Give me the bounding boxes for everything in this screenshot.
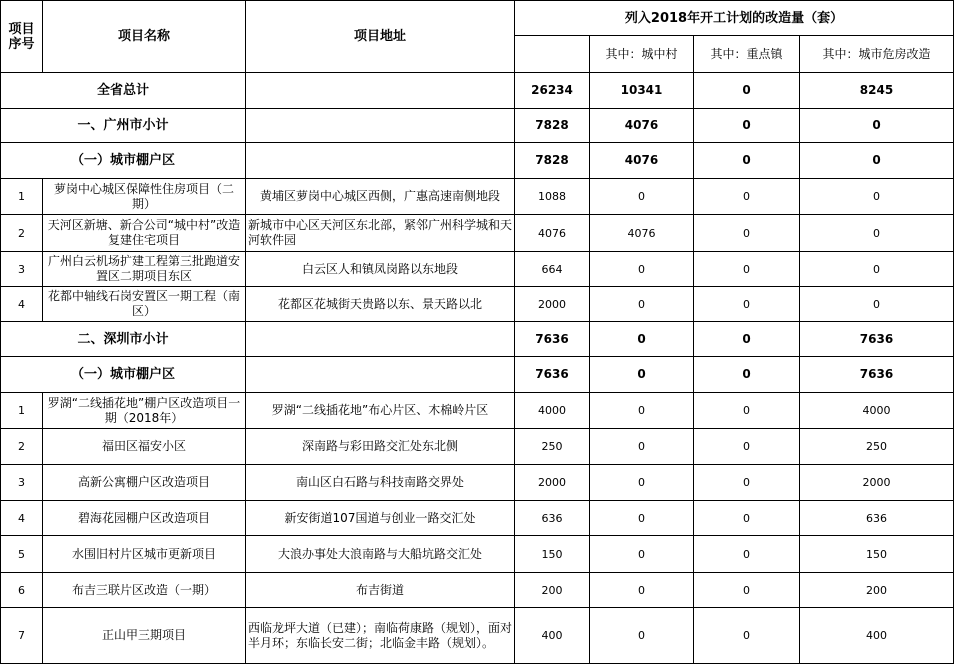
urban-village-count-cell: 4076 bbox=[590, 215, 694, 252]
row-index: 5 bbox=[1, 536, 43, 573]
total-count-cell: 7828 bbox=[515, 143, 590, 179]
table-row bbox=[1, 501, 954, 536]
project-name-cell: 广州白云机场扩建工程第三批跑道安置区二期项目东区 bbox=[43, 252, 246, 287]
project-address-cell: 南山区白石路与科技南路交界处 bbox=[246, 465, 515, 501]
section-name-cell: 二、深圳市小计 bbox=[1, 322, 246, 357]
row-index: 1 bbox=[1, 393, 43, 429]
urban-village-count-cell: 0 bbox=[590, 608, 694, 664]
urban-village-count-cell: 0 bbox=[590, 573, 694, 608]
total-count-cell: 26234 bbox=[515, 73, 590, 109]
total-count-cell: 7636 bbox=[515, 322, 590, 357]
row-index: 4 bbox=[1, 501, 43, 536]
total-count-cell: 2000 bbox=[515, 465, 590, 501]
project-address-cell: 花都区花城街天贵路以东、景天路以北 bbox=[246, 287, 515, 322]
urban-village-count-cell: 0 bbox=[590, 501, 694, 536]
dangerous-housing-count-cell: 8245 bbox=[800, 73, 954, 109]
dangerous-housing-count-cell: 200 bbox=[800, 573, 954, 608]
total-count-cell: 7828 bbox=[515, 109, 590, 143]
table-row bbox=[1, 536, 954, 573]
dangerous-housing-count-cell: 7636 bbox=[800, 357, 954, 393]
project-address-cell: 罗湖“二线插花地”布心片区、木棉岭片区 bbox=[246, 393, 515, 429]
dangerous-housing-count-cell: 2000 bbox=[800, 465, 954, 501]
key-town-count-cell: 0 bbox=[694, 322, 800, 357]
project-address-cell: 大浪办事处大浪南路与大船坑路交汇处 bbox=[246, 536, 515, 573]
urban-village-count-cell: 0 bbox=[590, 287, 694, 322]
key-town-count-cell: 0 bbox=[694, 252, 800, 287]
table-row bbox=[1, 287, 954, 322]
project-name-cell: 碧海花园棚户区改造项目 bbox=[43, 501, 246, 536]
total-count-cell: 200 bbox=[515, 573, 590, 608]
key-town-count-cell: 0 bbox=[694, 73, 800, 109]
project-address-cell bbox=[246, 109, 515, 143]
project-address-cell bbox=[246, 357, 515, 393]
header-plan-group: 列入2018年开工计划的改造量（套） bbox=[515, 1, 954, 36]
header-total-blank bbox=[515, 36, 590, 73]
project-address-cell: 黄埔区萝岗中心城区西侧，广惠高速南侧地段 bbox=[246, 179, 515, 215]
dangerous-housing-count-cell: 0 bbox=[800, 109, 954, 143]
row-index: 3 bbox=[1, 252, 43, 287]
project-address-cell: 新城市中心区天河区东北部，紧邻广州科学城和天河软件园 bbox=[246, 215, 515, 252]
key-town-count-cell: 0 bbox=[694, 536, 800, 573]
dangerous-housing-count-cell: 636 bbox=[800, 501, 954, 536]
urban-village-count-cell: 0 bbox=[590, 179, 694, 215]
dangerous-housing-count-cell: 0 bbox=[800, 143, 954, 179]
dangerous-housing-count-cell: 7636 bbox=[800, 322, 954, 357]
row-index: 1 bbox=[1, 179, 43, 215]
project-address-cell bbox=[246, 73, 515, 109]
urban-village-count-cell: 0 bbox=[590, 322, 694, 357]
row-index: 2 bbox=[1, 429, 43, 465]
header-project-address: 项目地址 bbox=[246, 1, 515, 73]
row-index: 4 bbox=[1, 287, 43, 322]
dangerous-housing-count-cell: 0 bbox=[800, 252, 954, 287]
key-town-count-cell: 0 bbox=[694, 608, 800, 664]
dangerous-housing-count-cell: 0 bbox=[800, 215, 954, 252]
city-row bbox=[1, 322, 954, 357]
urban-village-count-cell: 0 bbox=[590, 393, 694, 429]
header-project-no: 项目序号 bbox=[1, 1, 43, 73]
group-row bbox=[1, 143, 954, 179]
project-name-cell: 天河区新塘、新合公司“城中村”改造复建住宅项目 bbox=[43, 215, 246, 252]
urban-village-count-cell: 0 bbox=[590, 536, 694, 573]
key-town-count-cell: 0 bbox=[694, 287, 800, 322]
table-row bbox=[1, 429, 954, 465]
city-row bbox=[1, 109, 954, 143]
project-name-cell: 罗湖“二线插花地”棚户区改造项目一期（2018年） bbox=[43, 393, 246, 429]
row-index: 6 bbox=[1, 573, 43, 608]
project-address-cell: 白云区人和镇凤岗路以东地段 bbox=[246, 252, 515, 287]
urban-village-count-cell: 0 bbox=[590, 465, 694, 501]
table-row bbox=[1, 179, 954, 215]
project-address-cell bbox=[246, 143, 515, 179]
total-count-cell: 1088 bbox=[515, 179, 590, 215]
dangerous-housing-count-cell: 0 bbox=[800, 287, 954, 322]
total-count-cell: 7636 bbox=[515, 357, 590, 393]
key-town-count-cell: 0 bbox=[694, 357, 800, 393]
project-address-cell: 新安街道107国道与创业一路交汇处 bbox=[246, 501, 515, 536]
urban-village-count-cell: 0 bbox=[590, 429, 694, 465]
table-row bbox=[1, 252, 954, 287]
urban-village-count-cell: 0 bbox=[590, 252, 694, 287]
row-index: 2 bbox=[1, 215, 43, 252]
project-address-cell: 西临龙坪大道（已建）；南临荷康路（规划），面对半月环；东临长安二街；北临金丰路（规划）。 bbox=[246, 608, 515, 664]
urban-village-count-cell: 4076 bbox=[590, 143, 694, 179]
dangerous-housing-count-cell: 0 bbox=[800, 179, 954, 215]
table-row bbox=[1, 215, 954, 252]
key-town-count-cell: 0 bbox=[694, 465, 800, 501]
dangerous-housing-count-cell: 4000 bbox=[800, 393, 954, 429]
key-town-count-cell: 0 bbox=[694, 429, 800, 465]
project-name-cell: 花都中轴线石岗安置区一期工程（南区） bbox=[43, 287, 246, 322]
key-town-count-cell: 0 bbox=[694, 393, 800, 429]
project-name-cell: 萝岗中心城区保障性住房项目（二期） bbox=[43, 179, 246, 215]
group-row bbox=[1, 357, 954, 393]
urban-village-count-cell: 4076 bbox=[590, 109, 694, 143]
section-name-cell: （一）城市棚户区 bbox=[1, 143, 246, 179]
total-count-cell: 150 bbox=[515, 536, 590, 573]
table-row bbox=[1, 393, 954, 429]
project-address-cell bbox=[246, 322, 515, 357]
total-count-cell: 2000 bbox=[515, 287, 590, 322]
row-index: 3 bbox=[1, 465, 43, 501]
dangerous-housing-count-cell: 400 bbox=[800, 608, 954, 664]
project-name-cell: 水围旧村片区城市更新项目 bbox=[43, 536, 246, 573]
key-town-count-cell: 0 bbox=[694, 179, 800, 215]
section-name-cell: 全省总计 bbox=[1, 73, 246, 109]
key-town-count-cell: 0 bbox=[694, 109, 800, 143]
dangerous-housing-count-cell: 250 bbox=[800, 429, 954, 465]
key-town-count-cell: 0 bbox=[694, 143, 800, 179]
table-row bbox=[1, 573, 954, 608]
project-name-cell: 福田区福安小区 bbox=[43, 429, 246, 465]
total-row bbox=[1, 73, 954, 109]
total-count-cell: 664 bbox=[515, 252, 590, 287]
project-name-cell: 高新公寓棚户区改造项目 bbox=[43, 465, 246, 501]
project-name-cell: 布吉三联片区改造（一期） bbox=[43, 573, 246, 608]
dangerous-housing-count-cell: 150 bbox=[800, 536, 954, 573]
project-address-cell: 深南路与彩田路交汇处东北侧 bbox=[246, 429, 515, 465]
key-town-count-cell: 0 bbox=[694, 215, 800, 252]
total-count-cell: 636 bbox=[515, 501, 590, 536]
total-count-cell: 4000 bbox=[515, 393, 590, 429]
key-town-count-cell: 0 bbox=[694, 501, 800, 536]
total-count-cell: 4076 bbox=[515, 215, 590, 252]
section-name-cell: 一、广州市小计 bbox=[1, 109, 246, 143]
row-index: 7 bbox=[1, 608, 43, 664]
header-key-town: 其中：重点镇 bbox=[694, 36, 800, 73]
header-dangerous-housing: 其中：城市危房改造 bbox=[800, 36, 954, 73]
table-row bbox=[1, 608, 954, 664]
project-name-cell: 正山甲三期项目 bbox=[43, 608, 246, 664]
total-count-cell: 400 bbox=[515, 608, 590, 664]
table-row bbox=[1, 465, 954, 501]
key-town-count-cell: 0 bbox=[694, 573, 800, 608]
section-name-cell: （一）城市棚户区 bbox=[1, 357, 246, 393]
header-project-name: 项目名称 bbox=[43, 1, 246, 73]
urban-village-count-cell: 0 bbox=[590, 357, 694, 393]
header-urban-village: 其中：城中村 bbox=[590, 36, 694, 73]
project-address-cell: 布吉街道 bbox=[246, 573, 515, 608]
urban-village-count-cell: 10341 bbox=[590, 73, 694, 109]
total-count-cell: 250 bbox=[515, 429, 590, 465]
